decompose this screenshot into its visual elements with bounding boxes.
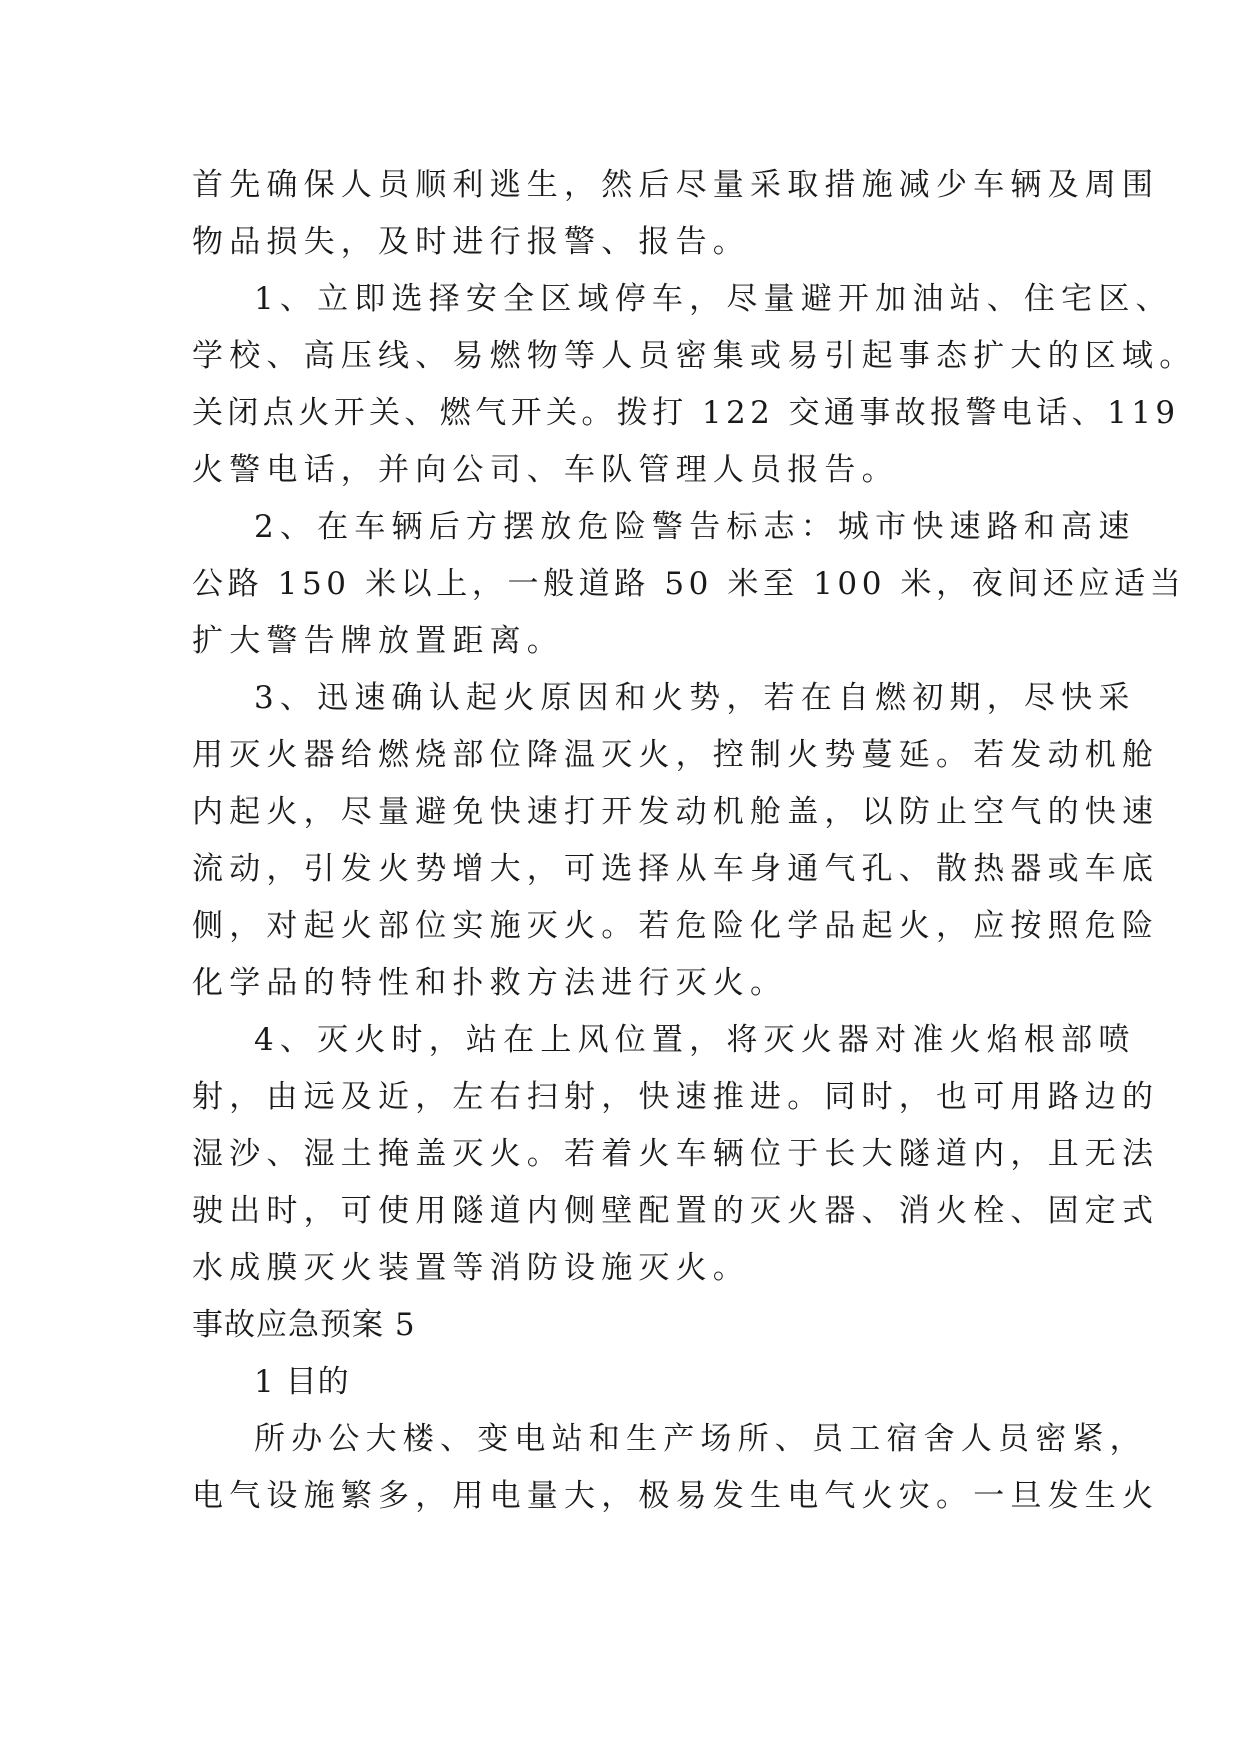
text-line: 驶出时，可使用隧道内侧壁配置的灭火器、消火栓、固定式 <box>192 1193 1160 1229</box>
text-line: 所办公大楼、变电站和生产场所、员工宿舍人员密紧， <box>254 1421 1147 1457</box>
text-line: 侧，对起火部位实施灭火。若危险化学品起火，应按照危险 <box>192 908 1160 944</box>
text-line: 水成膜灭火装置等消防设施灭火。 <box>192 1250 750 1286</box>
text-line: 关闭点火开关、燃气开关。拨打 122 交通事故报警电话、119 <box>192 395 1180 431</box>
section-heading: 事故应急预案 5 <box>192 1307 416 1343</box>
subsection-heading: 1 目的 <box>254 1364 350 1400</box>
text-line: 湿沙、湿土掩盖灭火。若着火车辆位于长大隧道内，且无法 <box>192 1136 1160 1172</box>
text-line: 内起火，尽量避免快速打开发动机舱盖，以防止空气的快速 <box>192 794 1160 830</box>
text-line: 首先确保人员顺利逃生，然后尽量采取措施减少车辆及周围 <box>192 167 1160 203</box>
text-line: 4、灭火时，站在上风位置，将灭火器对准火焰根部喷 <box>254 1022 1136 1058</box>
text-line: 2、在车辆后方摆放危险警告标志：城市快速路和高速 <box>254 509 1136 545</box>
text-line: 物品损失，及时进行报警、报告。 <box>192 224 750 260</box>
text-line: 用灭火器给燃烧部位降温灭火，控制火势蔓延。若发动机舱 <box>192 737 1160 773</box>
text-line: 3、迅速确认起火原因和火势，若在自燃初期，尽快采 <box>254 680 1136 716</box>
text-line: 流动，引发火势增大，可选择从车身通气孔、散热器或车底 <box>192 851 1160 887</box>
text-line: 化学品的特性和扑救方法进行灭火。 <box>192 965 788 1001</box>
text-line: 射，由远及近，左右扫射，快速推进。同时，也可用路边的 <box>192 1079 1160 1115</box>
text-line: 电气设施繁多，用电量大，极易发生电气火灾。一旦发生火 <box>192 1478 1160 1514</box>
text-line: 公路 150 米以上，一般道路 50 米至 100 米，夜间还应适当 <box>192 566 1186 602</box>
text-line: 学校、高压线、易燃物等人员密集或易引起事态扩大的区域。 <box>192 338 1197 374</box>
text-line: 扩大警告牌放置距离。 <box>192 623 564 659</box>
text-line: 火警电话，并向公司、车队管理人员报告。 <box>192 452 899 488</box>
text-line: 1、立即选择安全区域停车，尽量避开加油站、住宅区、 <box>254 281 1173 317</box>
